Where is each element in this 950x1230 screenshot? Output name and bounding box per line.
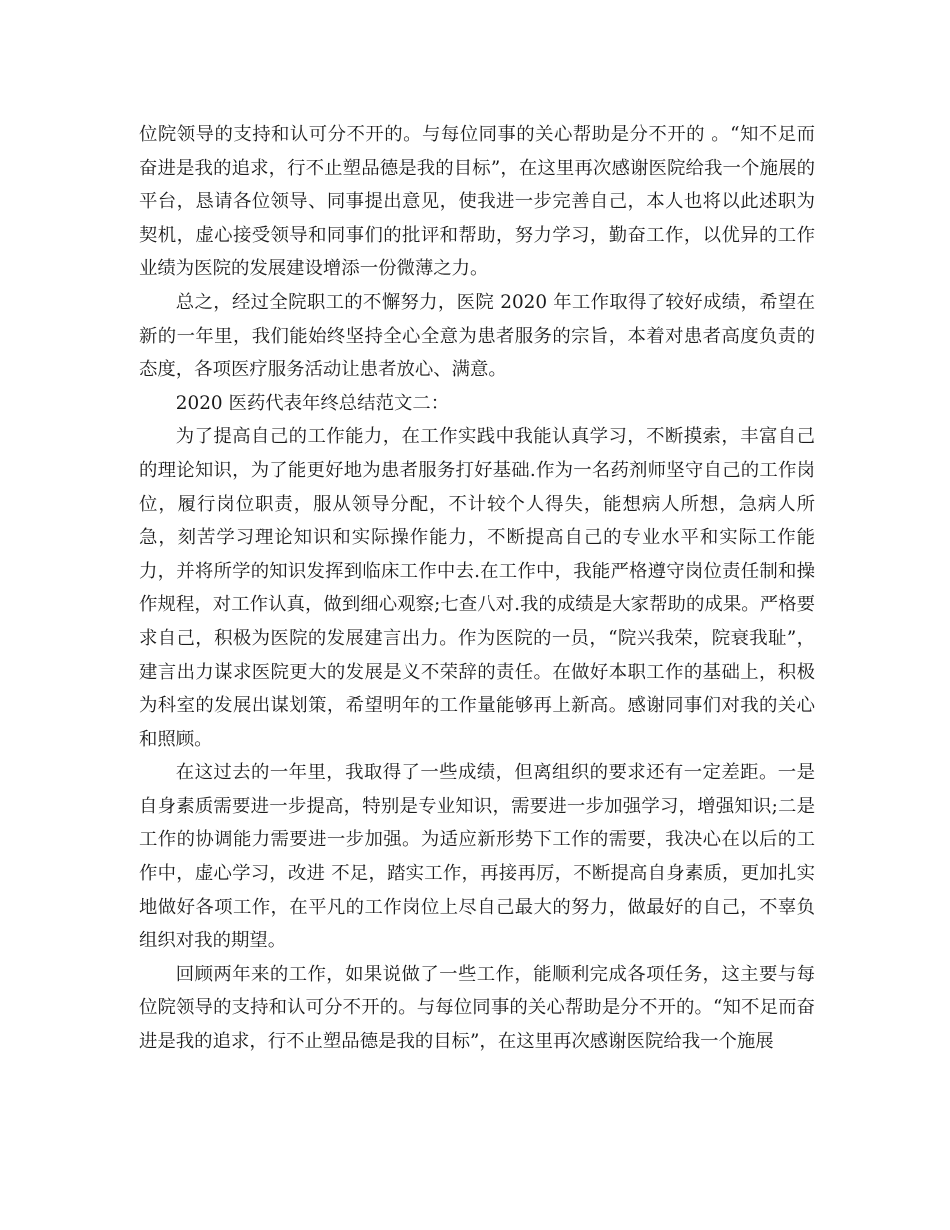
paragraph-continued-acknowledgement: 位院领导的支持和认可分不开的。与每位同事的关心帮助是分不开的 。“知不足而奋进是我的追求，行不止塑品德是我的目标”，在这里再次感谢医院给我一个施展的平台，恳请各位领导、同事提出意见，使我进一步完善自己，本人也将以此述职为契机，虚心接受领导和同事们的批评和帮助，努力学习，勤奋工作，以优异的工作业绩为医院的发展建设增添一份微薄之力。 xyxy=(139,124,815,280)
paragraph-summary: 总之，经过全院职工的不懈努力，医院 2020 年工作取得了较好成绩，希望在新的一年里，我们能始终坚持全心全意为患者服务的宗旨，本着对患者高度负责的态度，各项医疗服务活动让患者放心、满意。 xyxy=(139,291,815,381)
paragraph-work-ability: 为了提高自己的工作能力，在工作实践中我能认真学习，不断摸索，丰富自己的理论知识，为了能更好地为患者服务打好基础.作为一名药剂师坚守自己的工作岗位，履行岗位职责，服从领导分配，不计较个人得失，能想病人所想，急病人所急，刻苦学习理论知识和实际操作能力，不断提高自己的专业水平和实际工作能力，并将所学的知识发挥到临床工作中去.在工作中，我能严格遵守岗位责任制和操作规程，对工作认真，做到细心观察;七查八对.我的成绩是大家帮助的成果。严格要求自己，积极为医院的发展建言出力。作为医院的一员，“院兴我荣，院衰我耻”，建言出力谋求医院更大的发展是义不荣辞的责任。在做好本职工作的基础上，积极为科室的发展出谋划策，希望明年的工作量能够再上新高。感谢同事们对我的关心和照顾。 xyxy=(139,426,815,750)
paragraph-shortcomings: 在这过去的一年里，我取得了一些成绩，但离组织的要求还有一定差距。一是自身素质需要进一步提高，特别是专业知识，需要进一步加强学习，增强知识;二是工作的协调能力需要进一步加强。为适应新形势下工作的需要，我决心在以后的工作中，虚心学习，改进 不足，踏实工作，再接再厉，不断提高自身素质，更加扎实地做好各项工作，在平凡的工作岗位上尽自己最大的努力，做最好的自己，不辜负组织对我的期望。 xyxy=(139,762,815,952)
paragraph-review: 回顾两年来的工作，如果说做了一些工作，能顺利完成各项任务，这主要与每位院领导的支持和认可分不开的。与每位同事的关心帮助是分不开的。“知不足而奋进是我的追求，行不止塑品德是我的目标”，在这里再次感谢医院给我一个施展 xyxy=(139,963,815,1053)
section-heading-sample-two: 2020 医药代表年终总结范文二： xyxy=(175,392,450,414)
document-page xyxy=(139,118,815,1059)
